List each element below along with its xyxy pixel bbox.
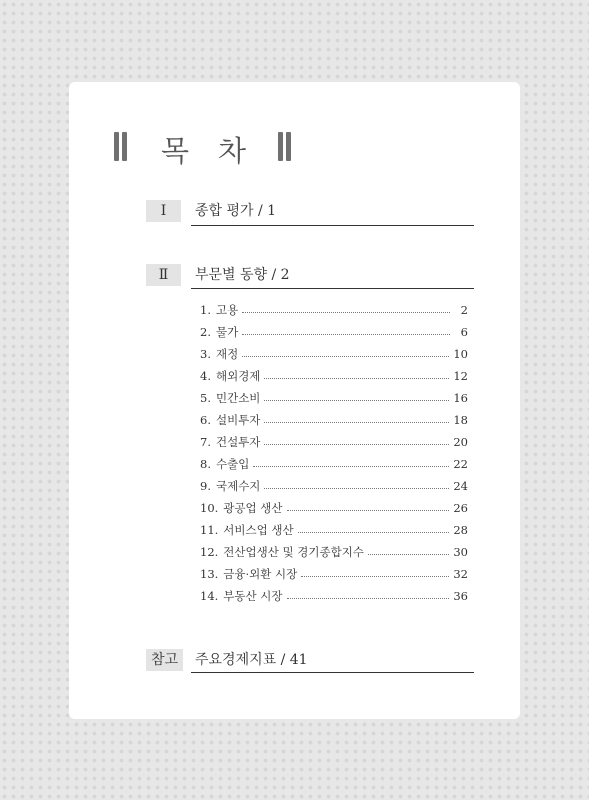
toc-item-construction-investment[interactable] [200, 433, 468, 451]
toc-item-prices[interactable] [200, 323, 468, 341]
dot-leader [264, 422, 449, 423]
item-page: 30 [453, 545, 468, 559]
item-label: 해외경제 [215, 369, 261, 383]
dot-leader [287, 598, 450, 599]
item-page: 32 [453, 567, 468, 581]
item-label: 금융·외환 시장 [223, 567, 298, 581]
dot-leader [264, 488, 449, 489]
item-label: 서비스업 생산 [223, 523, 294, 537]
dot-leader [368, 554, 449, 555]
item-number: 3. [200, 347, 211, 361]
dot-leader [253, 466, 449, 467]
section-2-title[interactable]: 부문별 동향 / 2 [195, 267, 290, 283]
item-number: 1. [200, 303, 211, 317]
item-page: 18 [453, 413, 468, 427]
title-bar-left-1 [114, 132, 119, 161]
item-number: 2. [200, 325, 211, 339]
section-1-title[interactable]: 종합 평가 / 1 [195, 203, 277, 219]
item-page: 2 [460, 303, 468, 317]
toc-title [114, 132, 314, 168]
section-1-marker: Ⅰ [146, 200, 181, 222]
item-number: 8. [200, 457, 211, 471]
dot-leader [264, 444, 449, 445]
item-number: 13. [200, 567, 219, 581]
toc-item-service-production[interactable] [200, 521, 468, 539]
dot-leader [242, 334, 450, 335]
toc-item-global-economy[interactable] [200, 367, 468, 385]
item-page: 12 [453, 369, 468, 383]
item-number: 7. [200, 435, 211, 449]
item-page: 24 [453, 479, 468, 493]
item-label: 민간소비 [215, 391, 261, 405]
item-number: 11. [200, 523, 219, 537]
toc-item-equipment-investment[interactable] [200, 411, 468, 429]
title-bar-left-2 [122, 132, 127, 161]
reference-title[interactable]: 주요경제지표 / 41 [195, 652, 308, 668]
toc-item-industrial-production[interactable] [200, 499, 468, 517]
item-page: 16 [453, 391, 468, 405]
item-number: 12. [200, 545, 219, 559]
section-2-marker: Ⅱ [146, 264, 181, 286]
item-label: 수출입 [215, 457, 250, 471]
item-page: 26 [453, 501, 468, 515]
item-label: 전산업생산 및 경기종합지수 [223, 545, 364, 559]
toc-item-trade[interactable] [200, 455, 468, 473]
dot-leader [287, 510, 450, 511]
item-label: 설비투자 [215, 413, 261, 427]
item-label: 건설투자 [215, 435, 261, 449]
dot-leader [298, 532, 450, 533]
toc-item-all-industry-production[interactable] [200, 543, 468, 561]
item-label: 고용 [215, 303, 239, 317]
item-page: 28 [453, 523, 468, 537]
toc-item-private-consumption[interactable] [200, 389, 468, 407]
reference-marker: 참고 [146, 649, 183, 671]
reference-rule [191, 672, 474, 673]
title-bar-right-2 [286, 132, 291, 161]
item-label: 물가 [215, 325, 239, 339]
item-number: 9. [200, 479, 211, 493]
dot-leader [242, 312, 450, 313]
toc-item-balance-of-payments[interactable] [200, 477, 468, 495]
item-label: 국제수지 [215, 479, 261, 493]
item-label: 광공업 생산 [223, 501, 283, 515]
dot-leader [264, 400, 449, 401]
toc-item-financial-fx-markets[interactable] [200, 565, 468, 583]
dot-leader [242, 356, 449, 357]
section-1-rule [191, 225, 474, 226]
title-char-1: 목 [161, 134, 190, 168]
item-number: 4. [200, 369, 211, 383]
item-number: 14. [200, 589, 219, 603]
item-number: 5. [200, 391, 211, 405]
item-page: 10 [453, 347, 468, 361]
dot-leader [264, 378, 449, 379]
item-label: 재정 [215, 347, 239, 361]
dot-leader [301, 576, 449, 577]
item-number: 6. [200, 413, 211, 427]
toc-item-fiscal[interactable] [200, 345, 468, 363]
item-page: 6 [460, 325, 468, 339]
item-page: 36 [453, 589, 468, 603]
toc-item-employment[interactable] [200, 301, 468, 319]
item-number: 10. [200, 501, 219, 515]
toc-page [69, 82, 520, 719]
item-label: 부동산 시장 [223, 589, 283, 603]
title-bar-right-1 [278, 132, 283, 161]
item-page: 20 [453, 435, 468, 449]
toc-item-real-estate-market[interactable] [200, 587, 468, 605]
title-char-2: 차 [218, 134, 247, 168]
section-2-rule [191, 288, 474, 289]
item-page: 22 [453, 457, 468, 471]
